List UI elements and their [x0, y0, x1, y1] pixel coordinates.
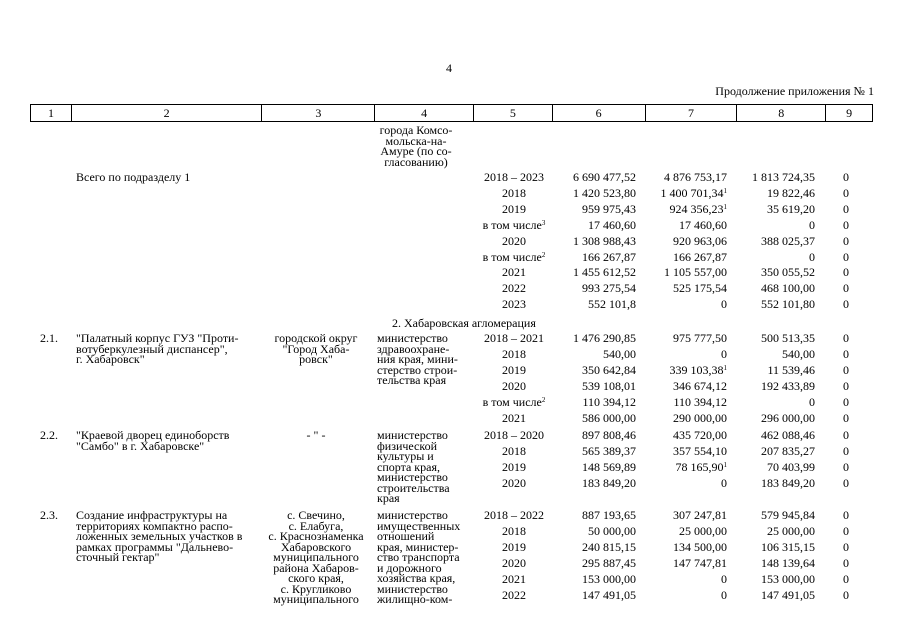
item-row-regional: 500 513,35 — [761, 331, 815, 345]
item-executor-line: и дорожного — [377, 560, 442, 575]
item-name-line: сточный гектар" — [76, 550, 160, 564]
item-row-total: 897 808,46 — [582, 428, 636, 442]
item-location-line: с. Свечино, — [287, 508, 345, 522]
item-row-federal: 975 777,50 — [673, 331, 727, 345]
item-row-total: 183 849,20 — [582, 475, 636, 490]
item-row-year: 2019 — [502, 459, 526, 474]
subtotal-row-total: 552 101,8 — [588, 297, 636, 312]
item-executor-line: отношений — [377, 529, 435, 543]
item-row-other: 0 — [843, 362, 849, 377]
item-executor-line: жилищно-ком- — [377, 592, 453, 606]
item-executor-line: ство транспорта — [377, 550, 460, 564]
item-row-year: 2019 — [502, 539, 526, 554]
item-row-other: 0 — [843, 410, 849, 425]
item-executor-line: хозяйства края, — [377, 571, 456, 585]
item-row-regional: 579 945,84 — [761, 508, 815, 522]
item-location-line: ровск" — [299, 352, 333, 366]
item-executor-line: здравоохране- — [377, 341, 450, 356]
item-row-federal: 435 720,00 — [673, 428, 727, 442]
item-row-federal: 110 394,12 — [673, 394, 727, 409]
item-row-other: 0 — [843, 459, 849, 474]
item-number: 2.1. — [40, 331, 58, 345]
subtotal-row-federal: 4 876 753,17 — [664, 170, 727, 184]
item-row-total: 50 000,00 — [588, 523, 636, 538]
item-row-federal: 290 000,00 — [673, 410, 727, 425]
subtotal-row-regional: 0 — [809, 249, 815, 264]
item-executor-line: ния края, мини- — [377, 352, 458, 366]
subtotal-row-year: в том числе$^3$ — [482, 217, 546, 232]
subtotal-row-regional: 350 055,52 — [761, 265, 815, 280]
subtotal-row-other: 0 — [843, 201, 849, 216]
item-row-other: 0 — [843, 331, 849, 345]
item-row-total: 1 476 290,85 — [573, 331, 636, 345]
subtotal-row-regional: 0 — [809, 217, 815, 232]
item-name-line: территориях компактно распо- — [76, 518, 233, 533]
item-row-regional: 153 000,00 — [761, 571, 815, 586]
item-row-other: 0 — [843, 394, 849, 409]
item-row-federal: 0 — [721, 475, 727, 490]
item-row-total: 887 193,65 — [582, 508, 636, 522]
item-row-year: 2020 — [502, 378, 526, 393]
item-row-other: 0 — [843, 555, 849, 570]
item-executor-line: министерство — [377, 581, 448, 596]
item-row-other: 0 — [843, 587, 849, 602]
item-row-year: 2021 — [502, 571, 526, 586]
item-row-regional: 183 849,20 — [761, 475, 815, 490]
carryover-executor-line: мольска-на- — [385, 133, 447, 148]
item-name-line: "Самбо" в г. Хабаровске" — [76, 438, 205, 453]
subtotal-row-other: 0 — [843, 265, 849, 280]
footnote-mark: 2 — [541, 250, 546, 259]
item-name-line: г. Хабаровск" — [76, 352, 145, 366]
page-number: 4 — [446, 61, 452, 75]
item-row-other: 0 — [843, 428, 849, 442]
item-location-line: городской округ — [274, 331, 358, 345]
subtotal-row-other: 0 — [843, 281, 849, 296]
item-name-line: вотуберкулезный диспансер", — [76, 341, 228, 356]
item-row-regional: 147 491,05 — [761, 587, 815, 602]
subtotal-row-year: 2022 — [502, 281, 526, 296]
subtotal-row-federal: 525 175,54 — [673, 281, 727, 296]
item-row-total: 539 108,01 — [582, 378, 636, 393]
subtotal-row-federal: 1 400 701,34$^1$ — [660, 185, 727, 200]
item-executor-line: спорта края, — [377, 459, 440, 474]
subtotal-row-federal: 166 267,87 — [673, 249, 727, 264]
item-name-line: Создание инфраструктуры на — [76, 508, 228, 522]
item-row-year: 2018 – 2020 — [484, 428, 544, 442]
item-row-total: 153 000,00 — [582, 571, 636, 586]
item-row-other: 0 — [843, 346, 849, 361]
footnote-mark: 1 — [723, 363, 727, 372]
subtotal-row-year: 2023 — [502, 297, 526, 312]
item-row-year: 2018 — [502, 443, 526, 458]
item-location-line: "Город Хаба- — [282, 341, 350, 356]
item-name-line: ложенных земельных участков в — [76, 529, 243, 543]
item-executor-line: края, министер- — [377, 539, 459, 554]
item-row-year: 2020 — [502, 555, 526, 570]
subtotal-row-total: 6 690 477,52 — [573, 170, 636, 184]
item-row-regional: 25 000,00 — [767, 523, 815, 538]
item-row-year: 2018 — [502, 346, 526, 361]
subtotal-row-year: 2018 – 2023 — [484, 170, 544, 184]
item-location-line: района Хабаров- — [273, 560, 359, 575]
footnote-mark: 3 — [541, 218, 546, 227]
subtotal-row-year: 2020 — [502, 233, 526, 248]
item-row-other: 0 — [843, 378, 849, 393]
item-location-line: ского края, — [288, 571, 344, 585]
item-row-total: 295 887,45 — [582, 555, 636, 570]
item-executor-line: физической — [377, 438, 437, 453]
item-row-total: 565 389,37 — [582, 443, 636, 458]
item-row-federal: 78 165,90$^1$ — [675, 459, 727, 474]
subtotal-row-year: 2019 — [502, 201, 526, 216]
item-location-line: муниципального — [273, 592, 359, 606]
subtotal-row-regional: 388 025,37 — [761, 233, 815, 248]
item-row-other: 0 — [843, 571, 849, 586]
item-row-regional: 192 433,89 — [761, 378, 815, 393]
subtotal-row-year: в том числе$^2$ — [482, 249, 546, 264]
subtotal-label: Всего по подразделу 1 — [76, 170, 191, 184]
subtotal-row-year: 2018 — [502, 185, 526, 200]
item-number: 2.3. — [40, 508, 58, 522]
item-location-line: муниципального — [273, 550, 359, 564]
item-row-federal: 0 — [721, 346, 727, 361]
item-location-line: с. Елабуга, — [288, 518, 344, 533]
subtotal-row-total: 166 267,87 — [582, 249, 636, 264]
item-number: 2.2. — [40, 428, 58, 442]
item-row-federal: 0 — [721, 571, 727, 586]
subtotal-row-total: 1 308 988,43 — [573, 233, 636, 248]
item-row-federal: 25 000,00 — [679, 523, 727, 538]
table-header — [30, 104, 873, 122]
item-row-year: 2019 — [502, 362, 526, 377]
footnote-mark: 1 — [723, 186, 727, 195]
item-row-total: 147 491,05 — [582, 587, 636, 602]
item-row-regional: 11 539,46 — [767, 362, 815, 377]
subtotal-row-other: 0 — [843, 170, 849, 184]
item-row-other: 0 — [843, 475, 849, 490]
item-row-year: 2018 — [502, 523, 526, 538]
item-executor-line: имущественных — [377, 518, 461, 533]
item-executor-line: министерство — [377, 428, 448, 442]
subtotal-row-year: 2021 — [502, 265, 526, 280]
item-row-year: 2021 — [502, 410, 526, 425]
section-title: 2. Хабаровская агломерация — [392, 316, 536, 330]
item-row-year: 2018 – 2021 — [484, 331, 544, 345]
subtotal-row-other: 0 — [843, 185, 849, 200]
item-location-line: с. Кругликово — [280, 581, 352, 596]
item-executor-line: министерство — [377, 470, 448, 484]
item-executor-line: культуры и — [377, 449, 434, 463]
item-row-year: в том числе$^2$ — [482, 394, 546, 409]
item-row-regional: 70 403,99 — [767, 459, 815, 474]
continuation-title: Продолжение приложения № 1 — [715, 84, 874, 98]
item-row-federal: 339 103,38$^1$ — [669, 362, 727, 377]
footnote-mark: 2 — [541, 395, 546, 404]
item-row-total: 240 815,15 — [582, 539, 636, 554]
carryover-executor-line: города Комсо- — [379, 123, 453, 137]
footnote-mark: 1 — [723, 460, 727, 469]
subtotal-row-total: 1 455 612,52 — [573, 265, 636, 280]
item-row-federal: 357 554,10 — [673, 443, 727, 458]
header-col-7: 7 — [645, 105, 737, 121]
item-row-total: 540,00 — [603, 346, 636, 361]
subtotal-row-federal: 1 105 557,00 — [664, 265, 727, 280]
item-location-line: - " - — [306, 428, 326, 442]
subtotal-row-total: 1 420 523,80 — [573, 185, 636, 200]
subtotal-row-regional: 35 619,20 — [767, 201, 815, 216]
subtotal-row-total: 959 975,43 — [582, 201, 636, 216]
item-executor-line: края — [377, 491, 400, 505]
subtotal-row-other: 0 — [843, 233, 849, 248]
item-row-other: 0 — [843, 508, 849, 522]
subtotal-row-federal: 920 963,06 — [673, 233, 727, 248]
item-location-line: Хабаровского — [280, 539, 352, 554]
item-executor-line: строительства — [377, 480, 450, 495]
subtotal-row-regional: 19 822,46 — [767, 185, 815, 200]
item-row-federal: 147 747,81 — [673, 555, 727, 570]
subtotal-row-federal: 924 356,23$^1$ — [669, 201, 727, 216]
item-executor-line: министерство — [377, 508, 448, 522]
carryover-executor-line: гласованию) — [384, 154, 448, 169]
header-col-3: 3 — [261, 105, 374, 121]
item-row-total: 110 394,12 — [582, 394, 636, 409]
header-col-8: 8 — [736, 105, 825, 121]
item-row-regional: 0 — [809, 394, 815, 409]
item-row-total: 350 642,84 — [582, 362, 636, 377]
header-col-1: 1 — [47, 106, 54, 120]
item-row-federal: 346 674,12 — [673, 378, 727, 393]
item-executor-line: тельства края — [377, 373, 447, 387]
item-row-regional: 462 088,46 — [761, 428, 815, 442]
subtotal-row-regional: 1 813 724,35 — [752, 170, 815, 184]
header-col-2: 2 — [71, 105, 262, 121]
subtotal-row-other: 0 — [843, 249, 849, 264]
item-executor-line: стерство строи- — [377, 362, 458, 377]
header-col-6: 6 — [552, 105, 645, 121]
item-row-regional: 540,00 — [782, 346, 815, 361]
header-col-9: 9 — [825, 105, 872, 121]
carryover-executor-line: Амуре (по со- — [380, 144, 452, 158]
subtotal-row-regional: 468 100,00 — [761, 281, 815, 296]
item-row-federal: 0 — [721, 587, 727, 602]
item-location-line: с. Краснознаменка — [268, 529, 364, 543]
header-col-4: 4 — [374, 105, 473, 121]
item-row-year: 2018 – 2022 — [484, 508, 544, 522]
item-row-regional: 148 139,64 — [761, 555, 815, 570]
item-row-year: 2020 — [502, 475, 526, 490]
subtotal-row-total: 17 460,60 — [588, 217, 636, 232]
item-row-total: 148 569,89 — [582, 459, 636, 474]
item-name-line: "Палатный корпус ГУЗ "Проти- — [76, 331, 239, 345]
subtotal-row-other: 0 — [843, 217, 849, 232]
item-name-line: рамках программы "Дальнево- — [76, 539, 234, 554]
item-row-year: 2022 — [502, 587, 526, 602]
subtotal-row-total: 993 275,54 — [582, 281, 636, 296]
subtotal-row-regional: 552 101,80 — [761, 297, 815, 312]
subtotal-row-federal: 17 460,60 — [679, 217, 727, 232]
subtotal-row-federal: 0 — [721, 297, 727, 312]
item-row-other: 0 — [843, 443, 849, 458]
item-name-line: "Краевой дворец единоборств — [76, 428, 230, 442]
item-row-regional: 207 835,27 — [761, 443, 815, 458]
item-row-regional: 106 315,15 — [761, 539, 815, 554]
item-row-other: 0 — [843, 523, 849, 538]
item-row-federal: 134 500,00 — [673, 539, 727, 554]
item-row-regional: 296 000,00 — [761, 410, 815, 425]
item-executor-line: министерство — [377, 331, 448, 345]
footnote-mark: 1 — [723, 202, 727, 211]
subtotal-row-other: 0 — [843, 297, 849, 312]
header-col-5: 5 — [473, 105, 552, 121]
item-row-other: 0 — [843, 539, 849, 554]
item-row-federal: 307 247,81 — [673, 508, 727, 522]
item-row-total: 586 000,00 — [582, 410, 636, 425]
